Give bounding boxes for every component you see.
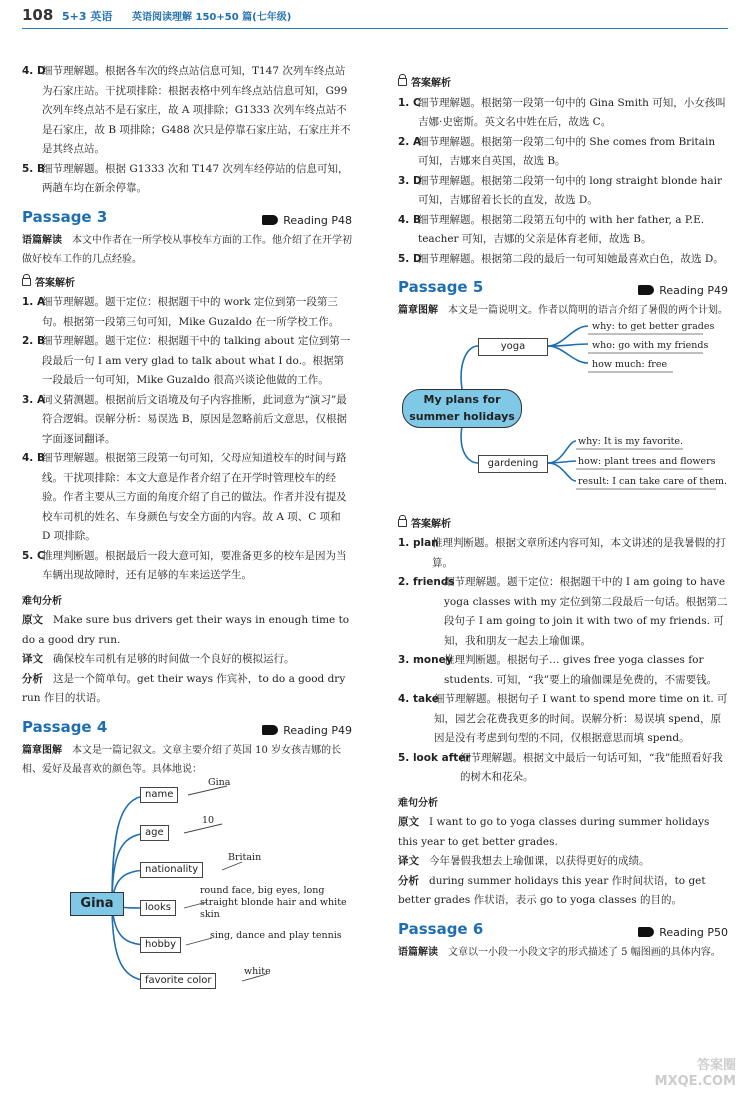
- watermark: 答案圈 MXQE.COM: [654, 1058, 736, 1089]
- pointing-hand-icon: [262, 725, 278, 735]
- answer-item: 5. C 推理判断题。根据最后一段大意可知，要准备更多的校车是因为当车辆出现故障时，还有足够的车来运送学生。: [22, 549, 347, 581]
- right-column: [398, 74, 728, 962]
- passage-title: Passage 5: [398, 278, 484, 296]
- mind-map-center-node: My plans for summer holidays: [402, 389, 522, 428]
- answer-item: 5. look after 细节理解题。根据文中最后一句话可知，“我”能照看好我的树木和花朵。: [398, 751, 723, 783]
- book-title: 英语阅读理解 150+50 篇(七年级): [132, 12, 292, 23]
- mind-map-leaf: how much: free: [592, 358, 668, 370]
- answer-heading: 答案解析: [22, 274, 352, 294]
- reading-ref: Reading P49: [638, 281, 728, 301]
- lock-icon: [398, 519, 407, 527]
- mind-map-node: favorite color: [140, 973, 216, 989]
- mind-map-node: nationality: [140, 862, 203, 878]
- reading-ref: Reading P49: [262, 721, 352, 741]
- original-sentence: 原文 Make sure bus drivers get their ways in enough time to do a good dry run.: [22, 614, 350, 646]
- passage-intro: 语篇解读 文章以一小段一小段文字的形式描述了 5 幅图画的具体内容。: [398, 946, 721, 958]
- passage-title: Passage 3: [22, 207, 108, 226]
- mind-map-node: gardening: [478, 455, 548, 473]
- answer-item: 1. A 细节理解题。题干定位：根据题干中的 work 定位到第一段第三句。根据第一段第三句可知，Mike Guzaldo 在一所学校工作。: [22, 296, 340, 328]
- passage-title: Passage 6: [398, 919, 484, 938]
- mind-map-value: Gina: [208, 776, 231, 788]
- translation: 译文 确保校车司机有足够的时间做一个良好的模拟运行。: [22, 653, 295, 665]
- answer-item: 4. B 细节理解题。根据第三段第一句可知，父母应知道校车的时间与路线。干扰项排除：本文大意是作者介绍了在开学时管理校车的经验。作者主要从三方面的角度介绍了自己的做法。作者并没有提及校车司机的姓名、车身颜色与安全方面的内容。故 A 项、C 项和 D 项排除。: [22, 452, 347, 542]
- mind-map-node: hobby: [140, 937, 181, 953]
- mind-map-value: sing, dance and play tennis: [210, 929, 342, 941]
- mind-map-leaf: who: go with my friends: [592, 339, 709, 351]
- passage-intro: 语篇解读 本文中作者在一所学校从事校车方面的工作。他介绍了在开学初做好校车工作的几点经验。: [22, 234, 352, 265]
- mind-map-value: Britain: [228, 851, 262, 863]
- passage-4-heading: [22, 717, 352, 741]
- analysis: 分析 这是一个简单句。get their ways 作宾补，to do a good dry run 作目的状语。: [22, 672, 346, 704]
- lock-icon: [22, 278, 31, 286]
- mind-map-node: name: [140, 787, 178, 803]
- answer-item: 2. A 细节理解题。根据第一段第二句中的 She comes from Britain 可知，吉娜来自英国，故选 B。: [398, 135, 716, 167]
- answer-item: 4. B 细节理解题。根据第二段第五句中的 with her father, a P.E. teacher 可知，吉娜的父亲是体育老师，故选 B。: [398, 213, 705, 245]
- answer-item: 4. D 细节理解题。根据各车次的终点站信息可知，T147 次列车终点站为石家庄站。干扰项排除：根据表格中列车终点站信息可知，G99 次列车终点站不是石家庄，故 A 项排除；G1333 次列车终点站不是石家庄，故 B 项排除；G488 次只是停靠石家庄站，石家庄并不是其终点站。: [22, 65, 351, 155]
- mind-map-leaf: how: plant trees and flowers: [578, 455, 716, 467]
- difficult-sentence-heading: 难句分析: [22, 595, 62, 607]
- summer-plans-mind-map: [398, 321, 728, 511]
- mind-map-leaf: why: It is my favorite.: [578, 435, 684, 447]
- passage-6-heading: [398, 919, 728, 943]
- page-number: 108: [22, 6, 54, 24]
- mind-map-center-node: Gina: [70, 892, 124, 916]
- answer-item: 3. money 推理判断题。根据句子… gives free yoga classes for students. 可知，“我”要上的瑜伽课是免费的，不需要钱。: [398, 654, 718, 686]
- passage-intro: 篇章图解 本文是一篇记叙文。文章主要介绍了英国 10 岁女孩吉娜的长相、爱好及最喜欢的颜色等。具体地说：: [22, 744, 342, 775]
- answer-item: 1. C 细节理解题。根据第一段第一句中的 Gina Smith 可知，小女孩叫吉娜·史密斯。英文名中姓在后，故选 C。: [398, 96, 726, 128]
- reading-ref: Reading P48: [262, 211, 352, 231]
- left-column: [22, 62, 352, 1005]
- difficult-sentence-heading: 难句分析: [398, 797, 438, 809]
- answer-item: 2. friends 细节理解题。题干定位：根据题干中的 I am going to have yoga classes with my 定位到第二段最后一句话。根据第二段句子 I am going to join it with two of my friends. 可知，我和朋友一起去上瑜伽课。: [398, 576, 728, 647]
- gina-mind-map: [22, 776, 352, 1005]
- answer-item: 1. plan 推理判断题。根据文章所述内容可知，本文讲述的是我暑假的打算。: [398, 537, 726, 569]
- answer-item: 3. D 细节理解题。根据第二段第一句中的 long straight blonde hair 可知，吉娜留着长长的直发，故选 D。: [398, 174, 722, 206]
- mind-map-value: white: [244, 965, 271, 977]
- answer-item: 3. A 词义猜测题。根据前后文语境及句子内容推断，此词意为“演习”最符合逻辑。误解分析：易误选 B，原因是忽略前后文意思，仅根据字面逐词翻译。: [22, 393, 348, 445]
- brand-label: 5+3 英语: [62, 10, 113, 23]
- page-header: [22, 0, 728, 29]
- answer-item: 5. B 细节理解题。根据 G1333 次和 T147 次列车经停站的信息可知，两趟车均在新余停靠。: [22, 162, 349, 194]
- reading-ref: Reading P50: [638, 923, 728, 943]
- passage-title: Passage 4: [22, 717, 108, 736]
- answer-heading: 答案解析: [398, 515, 728, 535]
- mind-map-node: yoga: [478, 338, 548, 356]
- mind-map-node: age: [140, 825, 169, 841]
- translation: 译文 今年暑假我想去上瑜伽课，以获得更好的成绩。: [398, 855, 650, 867]
- lock-icon: [398, 78, 407, 86]
- passage-5-heading: [398, 277, 728, 301]
- answer-item: 5. D 细节理解题。根据第二段的最后一句可知她最喜欢白色，故选 D。: [398, 252, 724, 265]
- mind-map-leaf: result: I can take care of them.: [578, 475, 728, 487]
- answer-item: 4. take 细节理解题。根据句子 I want to spend more time on it. 可知，园艺会花费我更多的时间。误解分析：易误填 spend，原因是没有考虑到句型的不同，仅根据意思而填 spend。: [398, 693, 728, 744]
- pointing-hand-icon: [262, 215, 278, 225]
- pointing-hand-icon: [638, 285, 654, 295]
- mind-map-node: looks: [140, 900, 176, 916]
- pointing-hand-icon: [638, 927, 654, 937]
- original-sentence: 原文 I want to go to yoga classes during summer holidays this year to get better grades.: [398, 816, 710, 848]
- answer-heading: 答案解析: [398, 74, 728, 94]
- mind-map-value: round face, big eyes, long straight blonde hair and white skin: [200, 884, 347, 920]
- mind-map-value: 10: [202, 814, 215, 826]
- passage-intro: 篇章图解 本文是一篇说明文。作者以简明的语言介绍了暑假的两个计划。: [398, 305, 728, 316]
- mind-map-leaf: why: to get better grades: [592, 320, 715, 332]
- analysis: 分析 during summer holidays this year 作时间状语，to get better grades 作状语，表示 go to yoga classes 的目的。: [398, 874, 706, 906]
- answer-item: 2. B 细节理解题。题干定位：根据题干中的 talking about 定位到第一段最后一句 I am very glad to talk about what I do.。根据第一段最后一句可知，Mike Guzaldo 很高兴谈论他做的工作。: [22, 335, 351, 386]
- passage-3-heading: [22, 207, 352, 231]
